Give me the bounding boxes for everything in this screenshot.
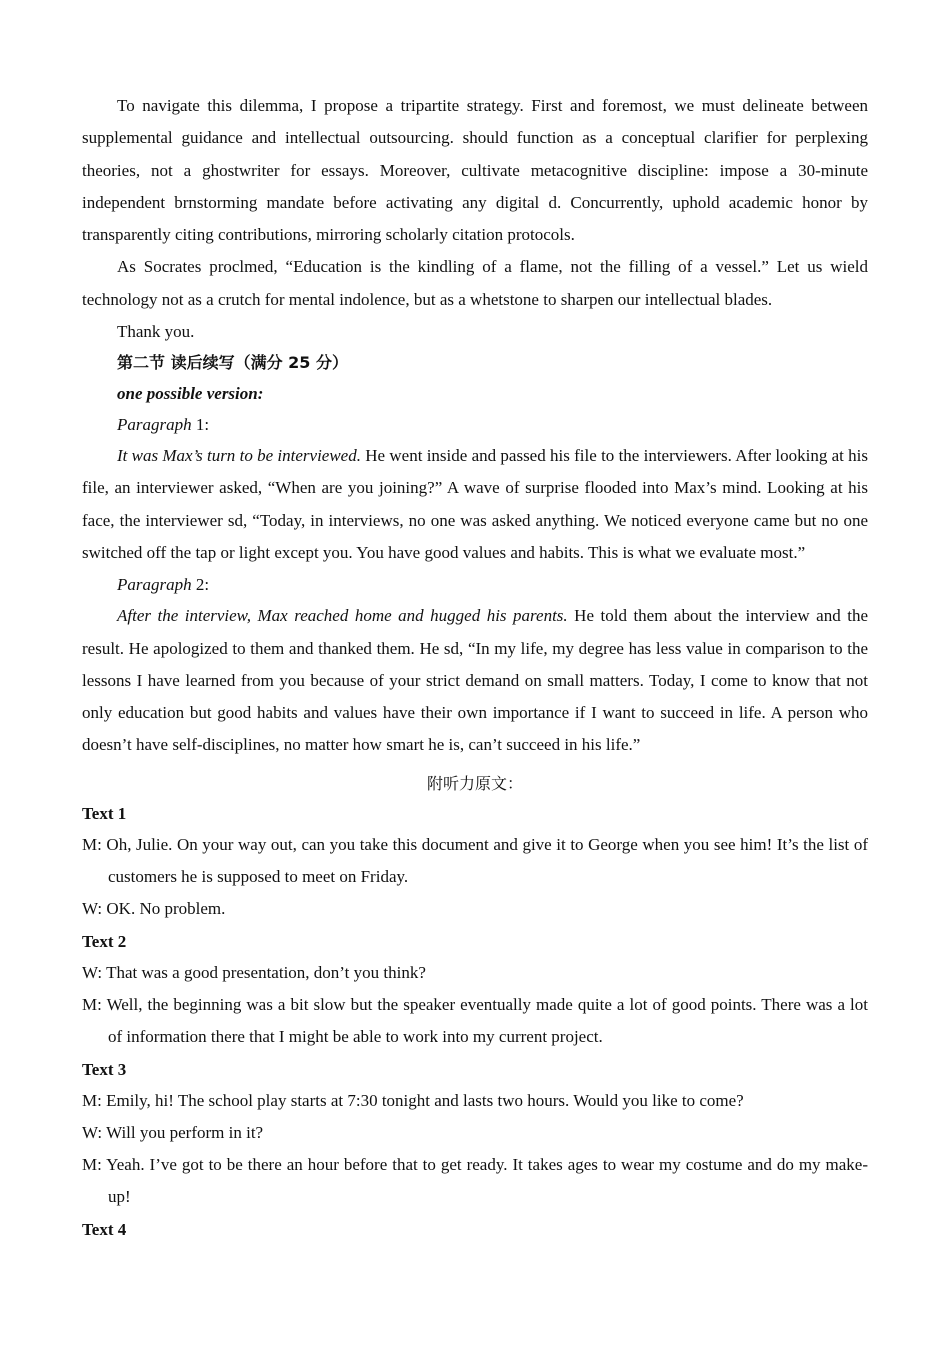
paragraph-1-label <box>82 409 868 440</box>
version-label: one possible version: <box>117 384 264 404</box>
text-1-title: Text 1 <box>82 803 127 823</box>
paragraph-2-label <box>82 569 868 600</box>
dialogue-line: W: Will you perform in it? <box>82 1122 264 1142</box>
paragraph-1-label-word: Paragraph <box>117 415 192 435</box>
section-heading: 第二节 读后续写（满分 25 分） <box>117 353 348 373</box>
essay-thank-you: Thank you. <box>117 322 195 342</box>
essay-paragraph-conclusion: As Socrates proclmed, “Education is the kindling of a flame, not the filling of a vessel.” Let us wield technology not as a crutch for mental indolence, but as a whetstone to sharpen our intellectual blades. <box>82 257 868 309</box>
text-4-title: Text 4 <box>82 1219 127 1239</box>
paragraph-1-label-num: 1: <box>191 415 210 435</box>
dialogue-line: M: Yeah. I’ve got to be there an hour before that to get ready. It takes ages to wear my costume and do my make-up! <box>82 1155 868 1207</box>
essay-paragraph-strategy: To navigate this dilemma, I propose a tripartite strategy. First and foremost, we must delineate between supplemental guidance and intellectual outsourcing. should function as a conceptual clarifier for perplexing theories, not a ghostwriter for essays. Moreover, cultivate metacognitive discipline: impose a 30-minute independent brnstorming mandate before activating any digital d. Concurrently, uphold academic honor by transparently citing contributions, mirroring scholarly citation protocols. <box>82 96 868 245</box>
paragraph-1-body: He went inside and passed his file to the interviewers. After looking at his file, an interviewer asked, “When are you joining?” A wave of surprise flooded into Max’s mind. Looking at his face, the interviewer sd, “Today, in interviews, no one was asked anything. We noticed everyone came but no one switched off the tap or light except you. You have good values and habits. This is what we evaluate most.” <box>82 446 868 562</box>
paragraph-2-body: He told them about the interview and the result. He apologized to them and thanked them. He sd, “In my life, my degree has less value in comparison to the lessons I have learned from you because of your strict demand on small matters. Today, I come to know that not only education but good habits and values have their own importance if I want to succeed in life. A person who doesn’t have self-disciplines, no matter how smart he is, can’t succeed in his life.” <box>82 606 868 755</box>
dialogue-line: M: Oh, Julie. On your way out, can you take this document and give it to George when you see him! It’s the list of customers he is supposed to meet on Friday. <box>82 834 868 887</box>
continuation-paragraph-2 <box>82 600 868 761</box>
text-3-title: Text 3 <box>82 1059 127 1079</box>
transcript-heading: 附听力原文： <box>426 773 523 793</box>
document-page <box>82 90 868 1245</box>
continuation-paragraph-1 <box>82 440 868 569</box>
dialogue-line: M: Emily, hi! The school play starts at 7:30 tonight and lasts two hours. Would you like to come? <box>82 1090 744 1110</box>
paragraph-2-label-num: 2: <box>191 575 210 595</box>
dialogue-line: W: That was a good presentation, don’t you think? <box>82 962 426 982</box>
text-2-title: Text 2 <box>82 931 127 951</box>
paragraph-2-label-word: Paragraph <box>117 575 192 595</box>
paragraph-1-lead: It was Max’s turn to be interviewed. <box>117 446 361 466</box>
dialogue-line: M: Well, the beginning was a bit slow but the speaker eventually made quite a lot of good points. There was a lot of information there that I might be able to work into my current project. <box>82 994 868 1047</box>
dialogue-line: W: OK. No problem. <box>82 899 226 919</box>
paragraph-2-lead: After the interview, Max reached home and hugged his parents. <box>117 606 568 626</box>
